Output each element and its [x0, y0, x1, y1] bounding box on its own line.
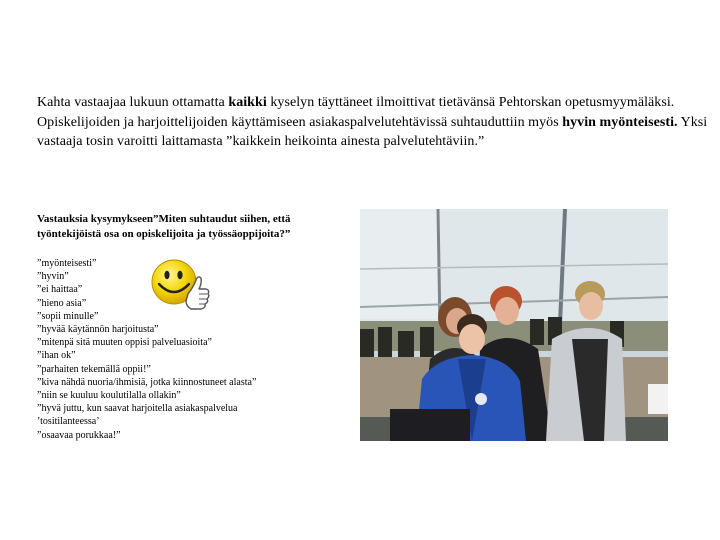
intro-bold-2: hyvin myönteisesti. [562, 114, 678, 130]
intro-text-2: kyselyn täyttäneet ilmoittivat tietävänsä Pehtorskan opetusmyymäläksi. Opiskelijoiden ja harjoittelijoiden käyttämiseen asiakaspalvelutehtävissä suhtauduttiin myös [37, 95, 675, 130]
answer-item: ”hieno asia” [37, 297, 87, 309]
question-title: Vastauksia kysymykseen”Miten suhtaudut siihen, että työntekijöistä osa on opiskelijoita ja työssäoppijoita?” [37, 213, 291, 240]
intro-bold-1: kaikki [228, 95, 267, 110]
group-photo [360, 209, 668, 441]
answer-item: ”sopii minulle” [37, 310, 99, 322]
answer-item: ’tositilanteessa’ [37, 416, 100, 428]
answer-item: ”ei haittaa” [37, 284, 83, 296]
intro-paragraph [37, 93, 717, 152]
answer-item: ”ihan ok” [37, 350, 76, 362]
answer-item: ”osaavaa porukkaa!” [37, 429, 121, 441]
intro-text-3: Yksi vastaaja tosin varoitti laittamasta ”kaikkein heikointa ainesta palvelutehtäviin.” [37, 114, 708, 149]
answer-item: ”hyvin” [37, 271, 69, 283]
answer-item: ”niin se kuuluu koulutilalla ollakin” [37, 390, 181, 402]
answer-item: ”hyvää käytännön harjoitusta” [37, 324, 159, 336]
answer-item: ”kiva nähdä nuoria/ihmisiä, jotka kiinnostuneet alasta” [37, 376, 257, 388]
answer-item: ”mitenpä sitä muuten oppisi palveluasioita” [37, 337, 212, 349]
answer-item: ”parhaiten tekemällä oppii!” [37, 363, 151, 375]
answer-item: ”hyvä juttu, kun saavat harjoitella asiakaspalvelua [37, 403, 238, 415]
intro-text-1: Kahta vastaajaa lukuun ottamatta [37, 95, 229, 110]
answer-item: ”myönteisesti” [37, 258, 97, 269]
smiley-thumbs-up-icon [150, 256, 214, 318]
